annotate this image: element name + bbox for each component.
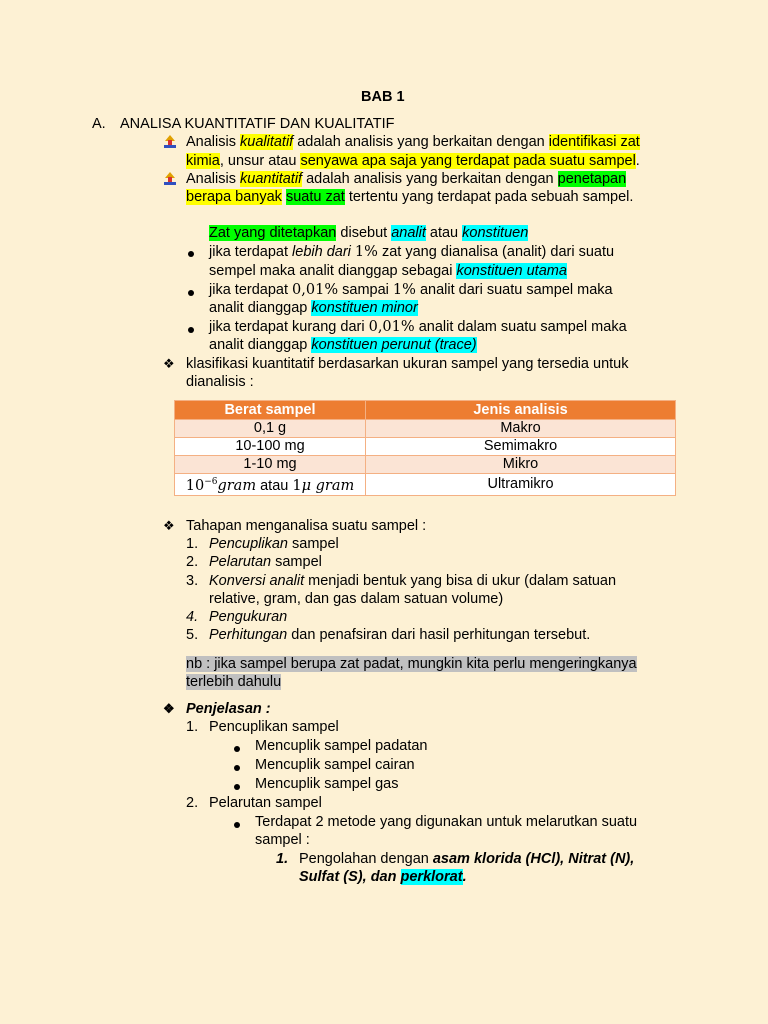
text: jika terdapat kurang dari <box>209 319 369 335</box>
step-4: Pengukuran <box>209 609 288 625</box>
term-konstituen-minor: konstituen minor <box>311 300 418 316</box>
text: . <box>635 153 640 169</box>
text: Analisis <box>186 134 240 150</box>
text: sampai <box>338 282 393 298</box>
math-unit: gram <box>217 477 257 494</box>
metode-1-line-2 <box>299 868 467 886</box>
sub-number: 1. <box>276 851 289 867</box>
table-row <box>175 438 676 456</box>
term-analit: analit <box>391 225 426 241</box>
step-number: 2. <box>186 554 199 570</box>
highlight: Zat yang ditetapkan <box>209 225 337 241</box>
step-number: 5. <box>186 627 199 643</box>
text: lebih dari <box>292 244 351 260</box>
metode-1-line-1 <box>299 850 634 868</box>
arrow-bullet-icon <box>163 135 177 154</box>
text: tertentu yang terdapat pada sebuah sampel. <box>344 189 634 205</box>
quantitative-definition-line-1 <box>186 170 626 188</box>
step-3-line-2: relative, gram, dan gas dalam satuan volume) <box>209 591 504 607</box>
bullet-dot-icon <box>234 815 240 833</box>
math-exponent: −6 <box>204 477 218 487</box>
table-row <box>175 456 676 474</box>
highlight: senyawa apa saja yang terdapat pada suatu sampel <box>300 153 636 169</box>
text: adalah analisis yang berkaitan dengan <box>293 134 549 150</box>
qualitative-definition-line-1 <box>186 133 640 151</box>
arrow-bullet-icon <box>163 172 177 191</box>
bullet-minor-line-2 <box>209 299 418 317</box>
bullet-utama-line-2 <box>209 262 567 280</box>
text: analit dari suatu sampel maka <box>415 282 613 298</box>
math-value: 1% <box>354 244 378 260</box>
highlight: nb : jika sampel berupa zat padat, mungkin kita perlu mengeringkanya <box>186 656 637 672</box>
text: Analisis <box>186 171 240 187</box>
cell-berat: 0,1 g <box>175 420 366 438</box>
list-number: 1. <box>186 719 199 735</box>
math-mu: μ <box>301 477 312 494</box>
list-item: Mencuplik sampel gas <box>255 776 399 792</box>
bullet-dot-icon <box>188 244 194 262</box>
diamond-bullet-icon: ❖ <box>163 518 175 533</box>
term-konstituen-utama: konstituen utama <box>456 263 567 279</box>
text: . <box>462 869 467 885</box>
text: sempel maka analit dianggap sebagai <box>209 263 457 279</box>
step-1 <box>209 535 339 553</box>
penjelasan-item-2: Pelarutan sampel <box>209 795 322 811</box>
term-kuantitatif: kuantitatif <box>240 171 303 187</box>
diamond-bullet-icon: ❖ <box>163 701 175 716</box>
pelarutan-text-line-1: Terdapat 2 metode yang digunakan untuk melarutkan suatu <box>255 814 638 830</box>
list-item: Mencuplik sampel cairan <box>255 757 415 773</box>
math-value: 1 <box>292 477 302 494</box>
text: sampel <box>271 554 322 570</box>
cell-jenis: Mikro <box>366 456 676 474</box>
term-kualitatif: kualitatif <box>240 134 294 150</box>
step-3-line-1 <box>209 572 616 590</box>
bullet-dot-icon <box>188 320 194 338</box>
text: asam klorida (HCl), Nitrat (N), <box>432 851 635 867</box>
page-title: BAB 1 <box>361 89 405 105</box>
section-letter: A. <box>92 116 106 132</box>
penjelasan-title: Penjelasan : <box>186 701 271 717</box>
text: zat yang dianalisa (analit) dari suatu <box>377 244 615 260</box>
text: Perhitungan <box>209 627 288 643</box>
step-5 <box>209 626 590 644</box>
math-base: 10 <box>185 477 205 494</box>
header-berat-sampel: Berat sampel <box>175 401 366 420</box>
cell-jenis: Semimakro <box>366 438 676 456</box>
text: sampel <box>288 536 339 552</box>
text: atau <box>256 477 293 494</box>
bullet-dot-icon <box>234 758 240 776</box>
text: menjadi bentuk yang bisa di ukur (dalam satuan <box>304 573 617 589</box>
term-perklorat: perklorat <box>400 869 463 885</box>
text: disebut <box>336 225 392 241</box>
list-number: 2. <box>186 795 199 811</box>
bullet-dot-icon <box>234 739 240 757</box>
quantitative-definition-line-2 <box>186 188 633 206</box>
analit-definition <box>209 224 528 242</box>
penjelasan-item-1: Pencuplikan sampel <box>209 719 339 735</box>
klasifikasi-line-2: dianalisis : <box>186 374 254 390</box>
highlight: berapa banyak <box>186 189 282 205</box>
note-line-1 <box>186 655 637 673</box>
step-2 <box>209 553 322 571</box>
classification-table <box>174 400 676 496</box>
text: analit dalam suatu sampel maka <box>414 319 627 335</box>
table-header-row <box>175 401 676 420</box>
text: Sulfat (S), dan <box>299 869 401 885</box>
highlight: suatu zat <box>285 189 345 205</box>
term-konstituen-perunut: konstituen perunut (trace) <box>311 337 477 353</box>
text: dan penafsiran dari hasil perhitungan tersebut. <box>287 627 591 643</box>
pelarutan-text-line-2: sampel : <box>255 832 310 848</box>
math-value: 1% <box>392 282 416 298</box>
cell-jenis: Ultramikro <box>366 474 676 496</box>
text: jika terdapat <box>209 244 293 260</box>
bullet-dot-icon <box>234 777 240 795</box>
math-value: 0,01% <box>292 282 339 298</box>
cell-berat: 10-100 mg <box>175 438 366 456</box>
highlight: identifikasi zat <box>548 134 640 150</box>
list-item: Mencuplik sampel padatan <box>255 738 428 754</box>
term-konstituen: konstituen <box>462 225 529 241</box>
math-unit: gram <box>311 477 355 494</box>
text: analit dianggap <box>209 337 312 353</box>
text: adalah analisis yang berkaitan dengan <box>302 171 558 187</box>
table-row <box>175 474 676 496</box>
section-heading: ANALISA KUANTITATIF DAN KUALITATIF <box>120 116 395 132</box>
diamond-bullet-icon: ❖ <box>163 356 175 371</box>
text: jika terdapat <box>209 282 293 298</box>
qualitative-definition-line-2 <box>186 152 640 170</box>
highlight: kimia <box>186 153 220 169</box>
cell-berat: 1-10 mg <box>175 456 366 474</box>
bullet-dot-icon <box>188 283 194 301</box>
tahapan-intro: Tahapan menganalisa suatu sampel : <box>186 518 427 534</box>
highlight: penetapan <box>557 171 627 187</box>
text: Pelarutan <box>209 554 272 570</box>
text: Konversi analit <box>209 573 305 589</box>
text: , unsur atau <box>219 153 301 169</box>
note-line-2 <box>186 673 281 691</box>
klasifikasi-line-1: klasifikasi kuantitatif berdasarkan ukuran sampel yang tersedia untuk <box>186 356 629 372</box>
text: atau <box>425 225 463 241</box>
bullet-minor-line-1 <box>209 281 613 299</box>
cell-jenis: Makro <box>366 420 676 438</box>
bullet-trace-line-2 <box>209 336 477 354</box>
bullet-utama-line-1 <box>209 243 614 261</box>
bullet-trace-line-1 <box>209 318 627 336</box>
text: Pengolahan dengan <box>299 851 433 867</box>
text: analit dianggap <box>209 300 312 316</box>
text: Pencuplikan <box>209 536 288 552</box>
cell-berat <box>175 474 366 496</box>
step-number: 1. <box>186 536 199 552</box>
header-jenis-analisis: Jenis analisis <box>366 401 676 420</box>
table-row <box>175 420 676 438</box>
step-number: 3. <box>186 573 199 589</box>
step-number: 4. <box>186 609 199 625</box>
math-value: 0,01% <box>368 319 415 335</box>
highlight: terlebih dahulu <box>186 674 282 690</box>
